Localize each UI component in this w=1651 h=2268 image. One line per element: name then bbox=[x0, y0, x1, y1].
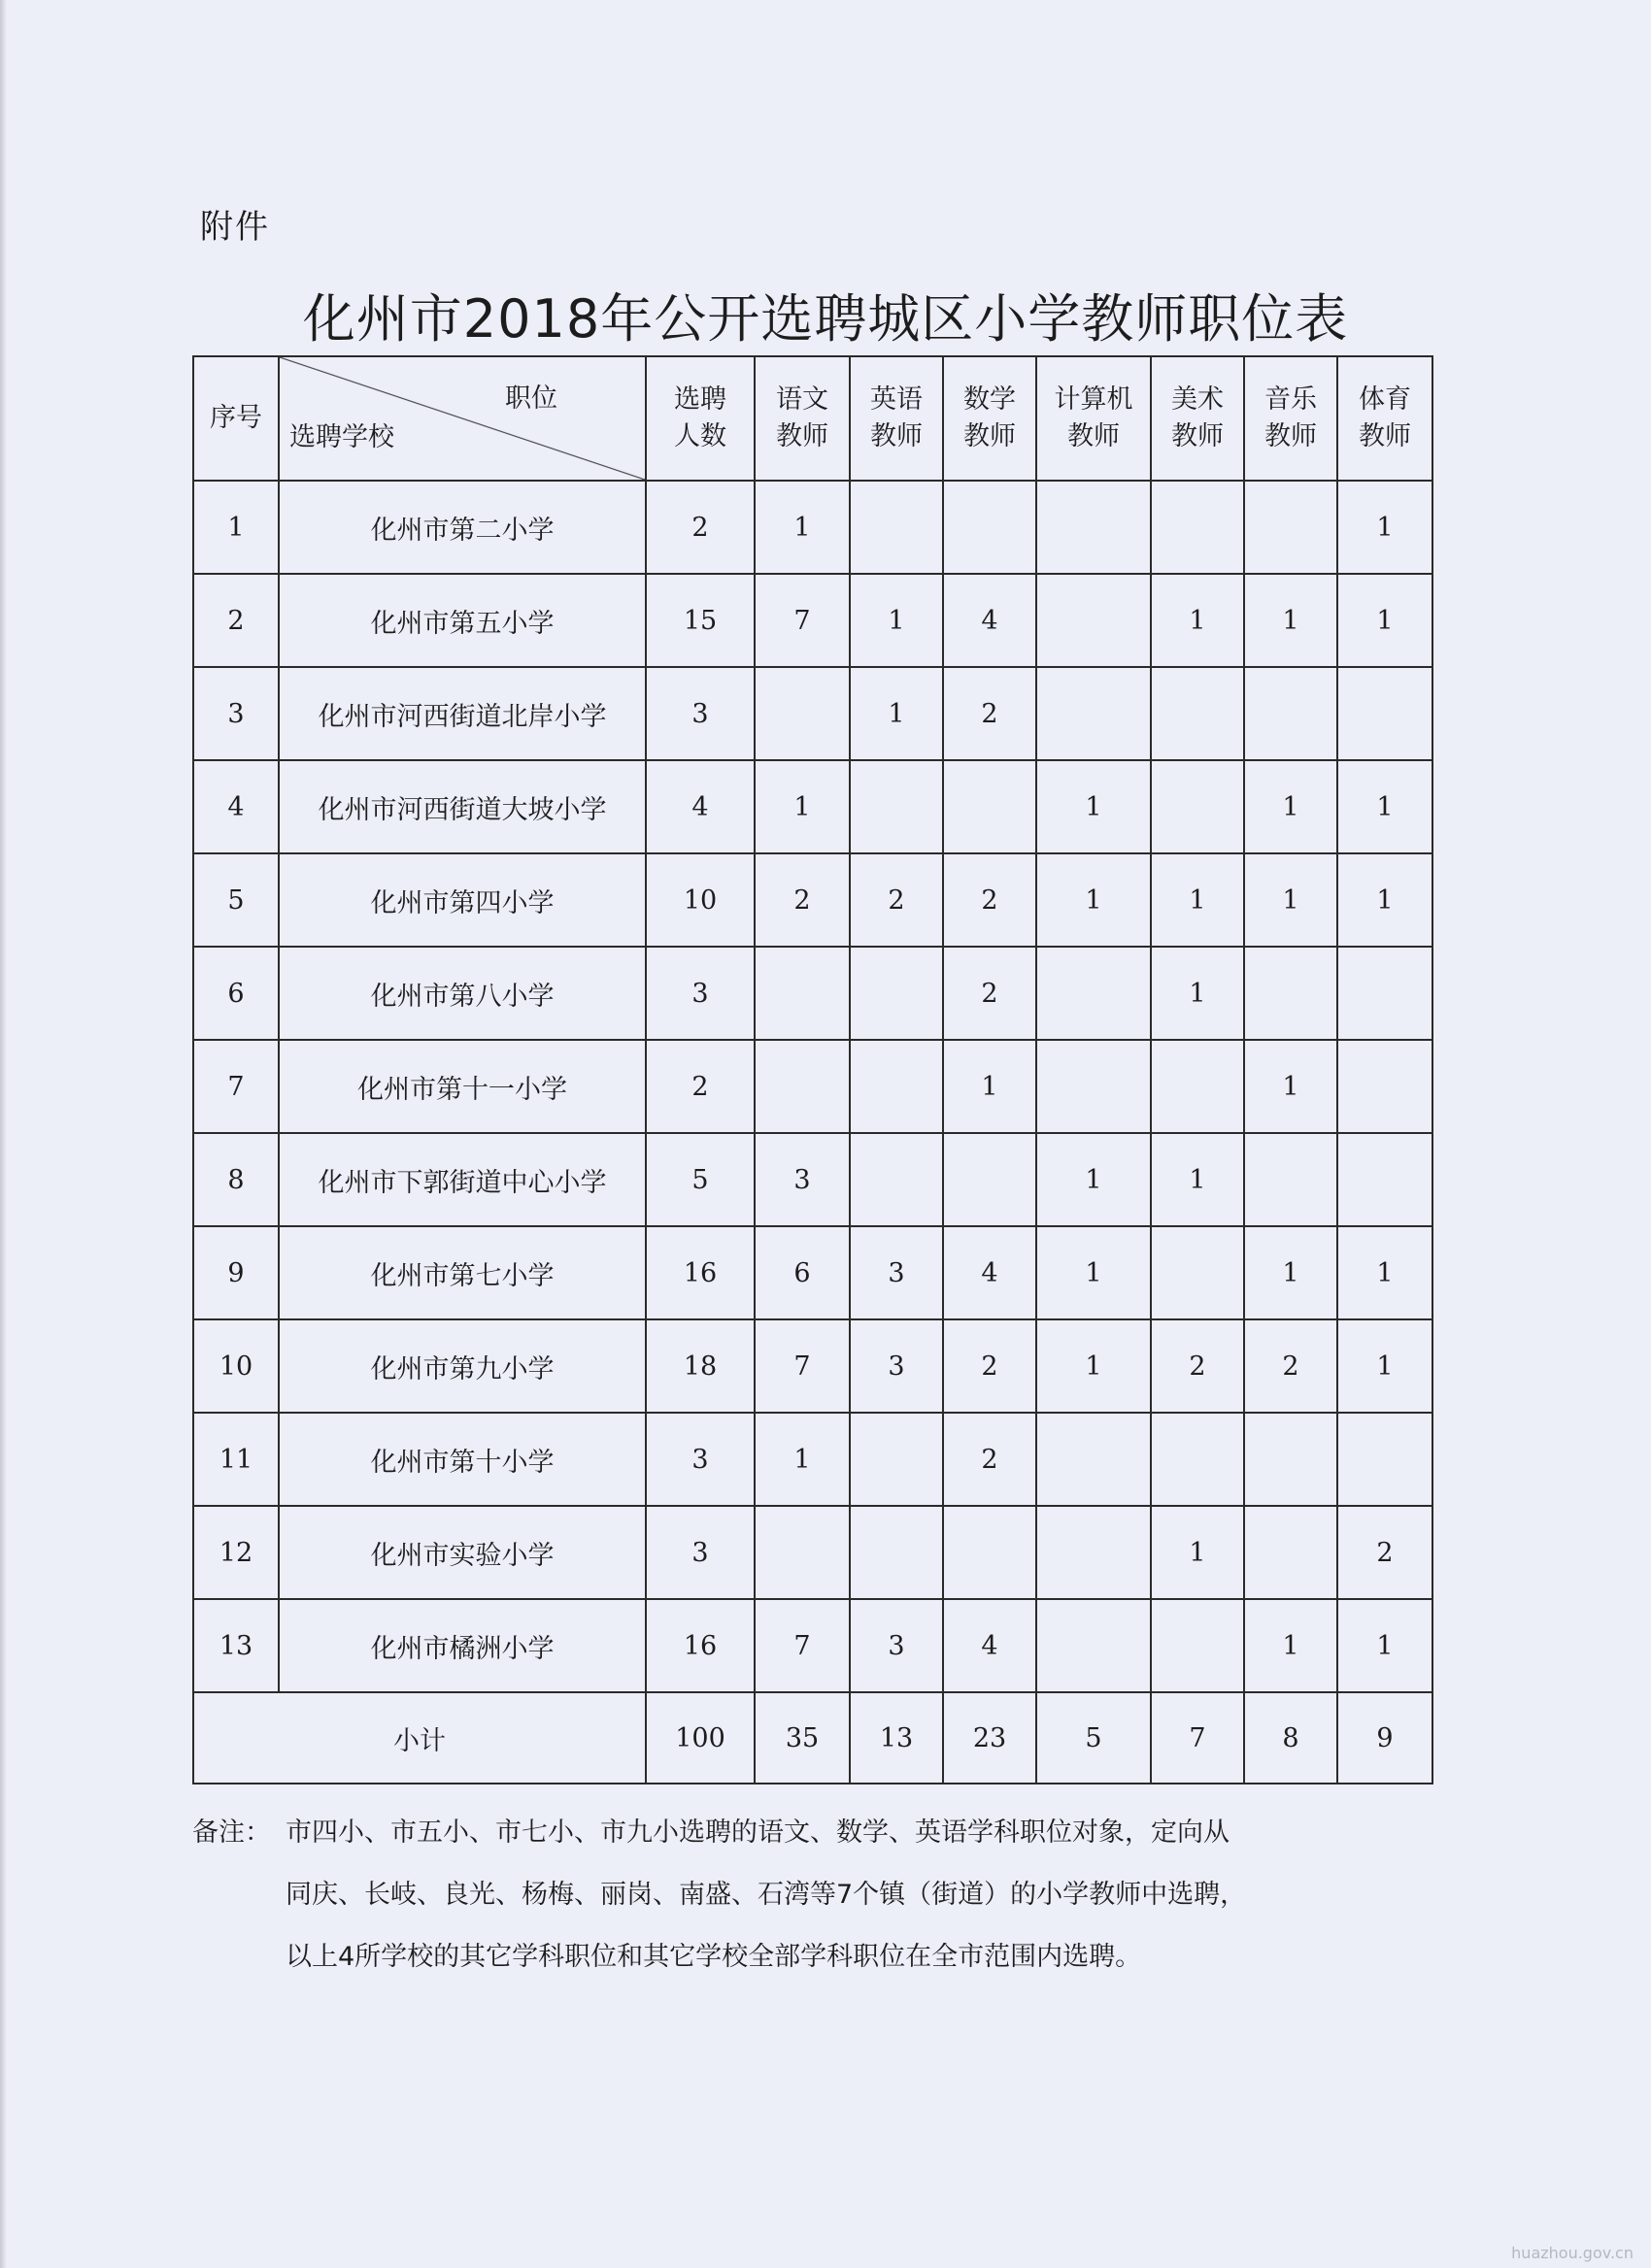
cell-total: 2 bbox=[646, 481, 755, 574]
cell-computer bbox=[1036, 574, 1151, 667]
cell-total: 15 bbox=[646, 574, 755, 667]
cell-total: 5 bbox=[646, 1133, 755, 1226]
subtotal-computer: 5 bbox=[1036, 1692, 1151, 1784]
cell-chinese bbox=[755, 947, 850, 1040]
cell-art: 1 bbox=[1151, 574, 1244, 667]
document-title: 化州市2018年公开选聘城区小学教师职位表 bbox=[302, 288, 1349, 350]
cell-pe: 1 bbox=[1337, 1319, 1432, 1413]
header-diagonal-cell bbox=[279, 356, 646, 481]
header-chinese: 语文 教师 bbox=[755, 356, 850, 481]
cell-math bbox=[943, 1506, 1036, 1599]
cell-total: 16 bbox=[646, 1226, 755, 1319]
cell-chinese bbox=[755, 667, 850, 760]
cell-computer bbox=[1036, 1413, 1151, 1506]
cell-school: 化州市第九小学 bbox=[279, 1319, 646, 1413]
table-row bbox=[193, 574, 1432, 667]
cell-english: 3 bbox=[850, 1319, 943, 1413]
cell-chinese: 1 bbox=[755, 1413, 850, 1506]
cell-total: 3 bbox=[646, 1413, 755, 1506]
table-row bbox=[193, 1506, 1432, 1599]
cell-chinese: 1 bbox=[755, 481, 850, 574]
header-pe: 体育 教师 bbox=[1337, 356, 1432, 481]
cell-school: 化州市第十一小学 bbox=[279, 1040, 646, 1133]
cell-school: 化州市第十小学 bbox=[279, 1413, 646, 1506]
cell-art: 1 bbox=[1151, 853, 1244, 947]
cell-math bbox=[943, 1133, 1036, 1226]
cell-english: 3 bbox=[850, 1226, 943, 1319]
cell-school: 化州市下郭街道中心小学 bbox=[279, 1133, 646, 1226]
cell-school: 化州市实验小学 bbox=[279, 1506, 646, 1599]
notes-label: 备注： bbox=[192, 1818, 271, 1848]
cell-chinese: 7 bbox=[755, 1319, 850, 1413]
cell-index: 1 bbox=[193, 481, 279, 574]
cell-music bbox=[1244, 947, 1337, 1040]
attachment-label: 附件 bbox=[200, 208, 270, 247]
cell-english bbox=[850, 1133, 943, 1226]
cell-pe: 1 bbox=[1337, 853, 1432, 947]
table-row bbox=[193, 1413, 1432, 1506]
cell-index: 12 bbox=[193, 1506, 279, 1599]
cell-total: 4 bbox=[646, 760, 755, 853]
table-row bbox=[193, 481, 1432, 574]
cell-english: 2 bbox=[850, 853, 943, 947]
header-school: 选聘学校 bbox=[289, 422, 394, 452]
cell-music bbox=[1244, 1133, 1337, 1226]
cell-pe: 1 bbox=[1337, 1599, 1432, 1692]
cell-index: 8 bbox=[193, 1133, 279, 1226]
table-row bbox=[193, 853, 1432, 947]
cell-chinese: 1 bbox=[755, 760, 850, 853]
cell-computer bbox=[1036, 947, 1151, 1040]
cell-pe: 1 bbox=[1337, 481, 1432, 574]
notes-line: 以上4所学校的其它学科职位和其它学校全部学科职位在全市范围内选聘。 bbox=[286, 1942, 1142, 1972]
cell-english bbox=[850, 760, 943, 853]
cell-index: 10 bbox=[193, 1319, 279, 1413]
cell-music: 1 bbox=[1244, 574, 1337, 667]
cell-index: 13 bbox=[193, 1599, 279, 1692]
cell-art: 1 bbox=[1151, 1506, 1244, 1599]
cell-chinese: 2 bbox=[755, 853, 850, 947]
cell-math: 1 bbox=[943, 1040, 1036, 1133]
cell-chinese bbox=[755, 1506, 850, 1599]
cell-index: 9 bbox=[193, 1226, 279, 1319]
cell-art bbox=[1151, 1413, 1244, 1506]
cell-math: 2 bbox=[943, 667, 1036, 760]
cell-computer bbox=[1036, 1506, 1151, 1599]
cell-school: 化州市第七小学 bbox=[279, 1226, 646, 1319]
cell-art bbox=[1151, 481, 1244, 574]
cell-index: 11 bbox=[193, 1413, 279, 1506]
header-position: 职位 bbox=[505, 384, 557, 414]
cell-pe bbox=[1337, 667, 1432, 760]
header-row bbox=[193, 356, 1432, 481]
table-row bbox=[193, 1133, 1432, 1226]
cell-pe: 2 bbox=[1337, 1506, 1432, 1599]
cell-chinese: 3 bbox=[755, 1133, 850, 1226]
cell-pe bbox=[1337, 1040, 1432, 1133]
table-row bbox=[193, 1040, 1432, 1133]
cell-music: 1 bbox=[1244, 760, 1337, 853]
cell-total: 3 bbox=[646, 1506, 755, 1599]
cell-art bbox=[1151, 667, 1244, 760]
header-art: 美术 教师 bbox=[1151, 356, 1244, 481]
cell-math bbox=[943, 481, 1036, 574]
cell-total: 10 bbox=[646, 853, 755, 947]
cell-art bbox=[1151, 1226, 1244, 1319]
cell-index: 7 bbox=[193, 1040, 279, 1133]
subtotal-pe: 9 bbox=[1337, 1692, 1432, 1784]
cell-music: 1 bbox=[1244, 1226, 1337, 1319]
cell-music bbox=[1244, 1506, 1337, 1599]
cell-english: 3 bbox=[850, 1599, 943, 1692]
cell-computer bbox=[1036, 1599, 1151, 1692]
cell-music: 1 bbox=[1244, 1599, 1337, 1692]
cell-english: 1 bbox=[850, 667, 943, 760]
cell-index: 4 bbox=[193, 760, 279, 853]
cell-index: 2 bbox=[193, 574, 279, 667]
cell-computer: 1 bbox=[1036, 853, 1151, 947]
header-math: 数学 教师 bbox=[943, 356, 1036, 481]
cell-art bbox=[1151, 760, 1244, 853]
cell-pe bbox=[1337, 1133, 1432, 1226]
cell-math: 2 bbox=[943, 1413, 1036, 1506]
cell-english bbox=[850, 1040, 943, 1133]
cell-total: 18 bbox=[646, 1319, 755, 1413]
cell-pe: 1 bbox=[1337, 760, 1432, 853]
cell-music bbox=[1244, 1413, 1337, 1506]
cell-index: 5 bbox=[193, 853, 279, 947]
cell-math: 2 bbox=[943, 853, 1036, 947]
watermark: huazhou.gov.cn bbox=[1511, 2244, 1634, 2262]
cell-computer: 1 bbox=[1036, 1319, 1151, 1413]
table-row bbox=[193, 667, 1432, 760]
cell-pe bbox=[1337, 1413, 1432, 1506]
cell-chinese: 6 bbox=[755, 1226, 850, 1319]
subtotal-art: 7 bbox=[1151, 1692, 1244, 1784]
cell-school: 化州市第五小学 bbox=[279, 574, 646, 667]
cell-computer bbox=[1036, 1040, 1151, 1133]
cell-math: 4 bbox=[943, 1226, 1036, 1319]
cell-english: 1 bbox=[850, 574, 943, 667]
header-music: 音乐 教师 bbox=[1244, 356, 1337, 481]
cell-music: 1 bbox=[1244, 853, 1337, 947]
table-row bbox=[193, 1319, 1432, 1413]
cell-pe bbox=[1337, 947, 1432, 1040]
cell-index: 6 bbox=[193, 947, 279, 1040]
cell-school: 化州市第四小学 bbox=[279, 853, 646, 947]
cell-chinese: 7 bbox=[755, 574, 850, 667]
cell-english bbox=[850, 1506, 943, 1599]
cell-math: 2 bbox=[943, 1319, 1036, 1413]
cell-index: 3 bbox=[193, 667, 279, 760]
cell-school: 化州市第八小学 bbox=[279, 947, 646, 1040]
notes bbox=[192, 1802, 1445, 1988]
cell-school: 化州市河西街道大坡小学 bbox=[279, 760, 646, 853]
cell-pe: 1 bbox=[1337, 574, 1432, 667]
cell-pe: 1 bbox=[1337, 1226, 1432, 1319]
cell-school: 化州市橘洲小学 bbox=[279, 1599, 646, 1692]
cell-chinese: 7 bbox=[755, 1599, 850, 1692]
cell-english bbox=[850, 947, 943, 1040]
cell-english bbox=[850, 1413, 943, 1506]
cell-total: 3 bbox=[646, 947, 755, 1040]
table-row bbox=[193, 760, 1432, 853]
cell-art: 1 bbox=[1151, 1133, 1244, 1226]
cell-computer: 1 bbox=[1036, 1226, 1151, 1319]
cell-computer: 1 bbox=[1036, 760, 1151, 853]
cell-art: 2 bbox=[1151, 1319, 1244, 1413]
cell-art bbox=[1151, 1599, 1244, 1692]
cell-school: 化州市第二小学 bbox=[279, 481, 646, 574]
cell-computer bbox=[1036, 667, 1151, 760]
subtotal-chinese: 35 bbox=[755, 1692, 850, 1784]
table-row bbox=[193, 1226, 1432, 1319]
header-index: 序号 bbox=[193, 356, 279, 481]
cell-total: 2 bbox=[646, 1040, 755, 1133]
table-row bbox=[193, 947, 1432, 1040]
header-computer: 计算机 教师 bbox=[1036, 356, 1151, 481]
subtotal-music: 8 bbox=[1244, 1692, 1337, 1784]
cell-english bbox=[850, 481, 943, 574]
cell-music: 2 bbox=[1244, 1319, 1337, 1413]
notes-line: 市四小、市五小、市七小、市九小选聘的语文、数学、英语学科职位对象，定向从 bbox=[286, 1818, 1230, 1848]
subtotal-math: 23 bbox=[943, 1692, 1036, 1784]
cell-art bbox=[1151, 1040, 1244, 1133]
cell-math: 4 bbox=[943, 1599, 1036, 1692]
table-row bbox=[193, 1599, 1432, 1692]
positions-table bbox=[192, 355, 1433, 1784]
cell-math bbox=[943, 760, 1036, 853]
cell-music: 1 bbox=[1244, 1040, 1337, 1133]
cell-total: 3 bbox=[646, 667, 755, 760]
subtotal-row bbox=[193, 1692, 1432, 1784]
cell-total: 16 bbox=[646, 1599, 755, 1692]
subtotal-total: 100 bbox=[646, 1692, 755, 1784]
cell-music bbox=[1244, 481, 1337, 574]
cell-computer bbox=[1036, 481, 1151, 574]
cell-math: 2 bbox=[943, 947, 1036, 1040]
cell-computer: 1 bbox=[1036, 1133, 1151, 1226]
cell-school: 化州市河西街道北岸小学 bbox=[279, 667, 646, 760]
cell-chinese bbox=[755, 1040, 850, 1133]
subtotal-english: 13 bbox=[850, 1692, 943, 1784]
header-english: 英语 教师 bbox=[850, 356, 943, 481]
cell-math: 4 bbox=[943, 574, 1036, 667]
cell-art: 1 bbox=[1151, 947, 1244, 1040]
cell-music bbox=[1244, 667, 1337, 760]
subtotal-label: 小计 bbox=[193, 1692, 646, 1784]
header-total: 选聘 人数 bbox=[646, 356, 755, 481]
notes-line: 同庆、长岐、良光、杨梅、丽岗、南盛、石湾等7个镇（街道）的小学教师中选聘， bbox=[286, 1880, 1247, 1910]
